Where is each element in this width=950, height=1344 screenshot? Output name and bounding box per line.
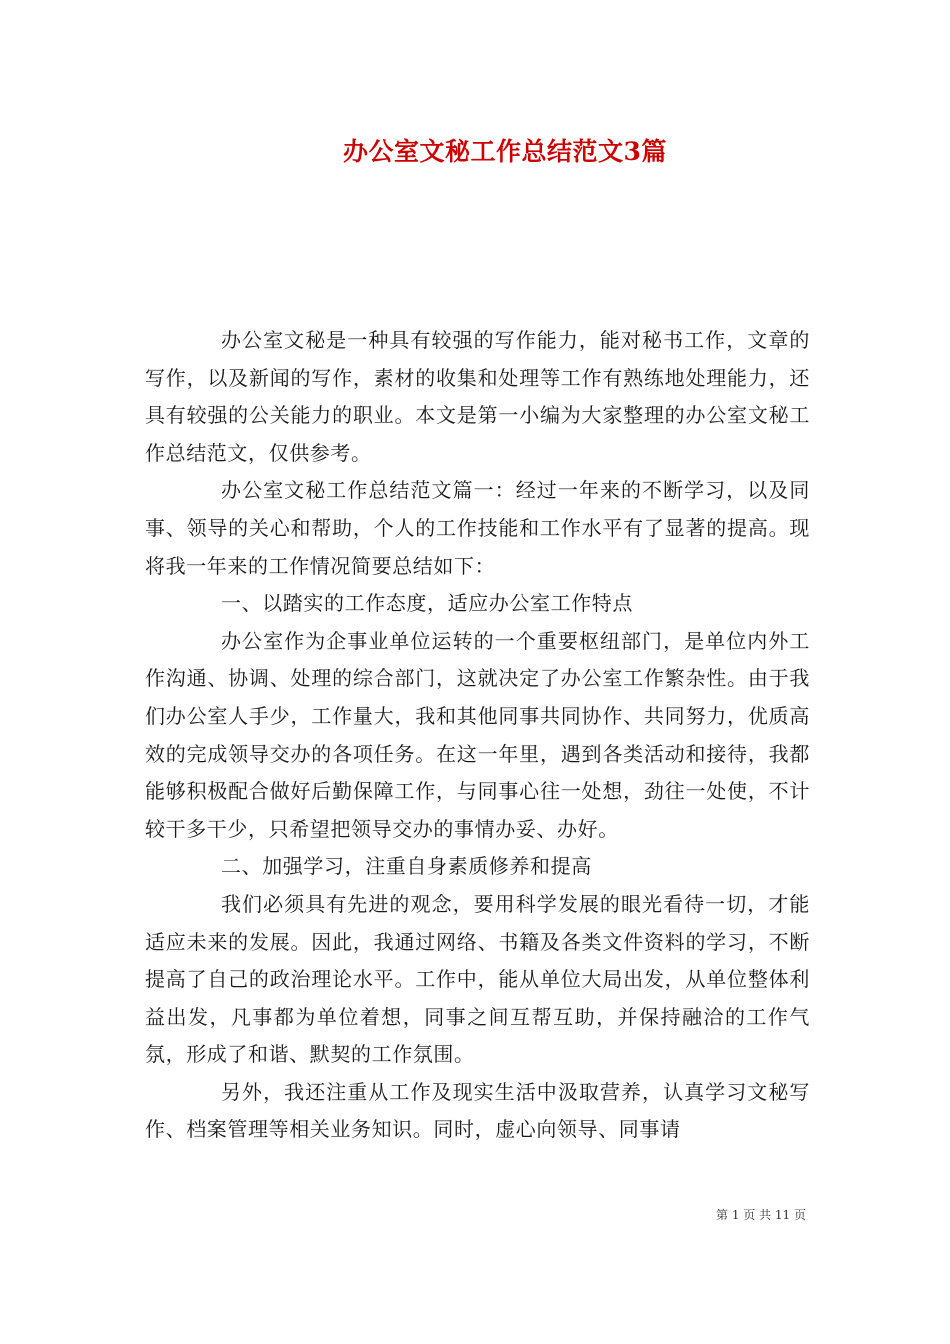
paragraph-intro: 办公室文秘是一种具有较强的写作能力，能对秘书工作，文章的写作，以及新闻的写作，素材的收集和处理等工作有熟练地处理能力，还具有较强的公关能力的职业。本文是第一小编为大家整理的办公室文秘工作总结范文，仅供参考。 (145, 328, 810, 465)
paragraph-section-2: 我们必须具有先进的观念，要用科学发展的眼光看待一切，才能适应未来的发展。因此，我通过网络、书籍及各类文件资料的学习，不断提高了自己的政治理论水平。工作中，能从单位大局出发，从单位整体利益出发，凡事都为单位着想，同事之间互帮互助，并保持融洽的工作气氛，形成了和谐、默契的工作氛围。 (145, 891, 810, 1067)
document-title: 办公室文秘工作总结范文3篇 (343, 137, 667, 166)
page-number-footer: 第 1 页 共 11 页 (716, 1208, 806, 1222)
paragraph-part-one-opening: 办公室文秘工作总结范文篇一：经过一年来的不断学习，以及同事、领导的关心和帮助，个人的工作技能和工作水平有了显著的提高。现将我一年来的工作情况简要总结如下： (145, 478, 810, 578)
section-heading-1: 一、以踏实的工作态度，适应办公室工作特点 (221, 591, 633, 616)
document-body (145, 322, 810, 1149)
paragraph-section-1: 办公室作为企事业单位运转的一个重要枢纽部门，是单位内外工作沟通、协调、处理的综合部门，这就决定了办公室工作繁杂性。由于我们办公室人手少，工作量大，我和其他同事共同协作、共同努力，优质高效的完成领导交办的各项任务。在这一年里，遇到各类活动和接待，我都能够积极配合做好后勤保障工作，与同事心往一处想，劲往一处使，不计较干多干少，只希望把领导交办的事情办妥、办好。 (145, 628, 810, 841)
section-heading-2: 二、加强学习，注重自身素质修养和提高 (221, 854, 592, 879)
paragraph-section-2-continued: 另外，我还注重从工作及现实生活中汲取营养，认真学习文秘写作、档案管理等相关业务知识。同时，虚心向领导、同事请 (145, 1079, 810, 1142)
